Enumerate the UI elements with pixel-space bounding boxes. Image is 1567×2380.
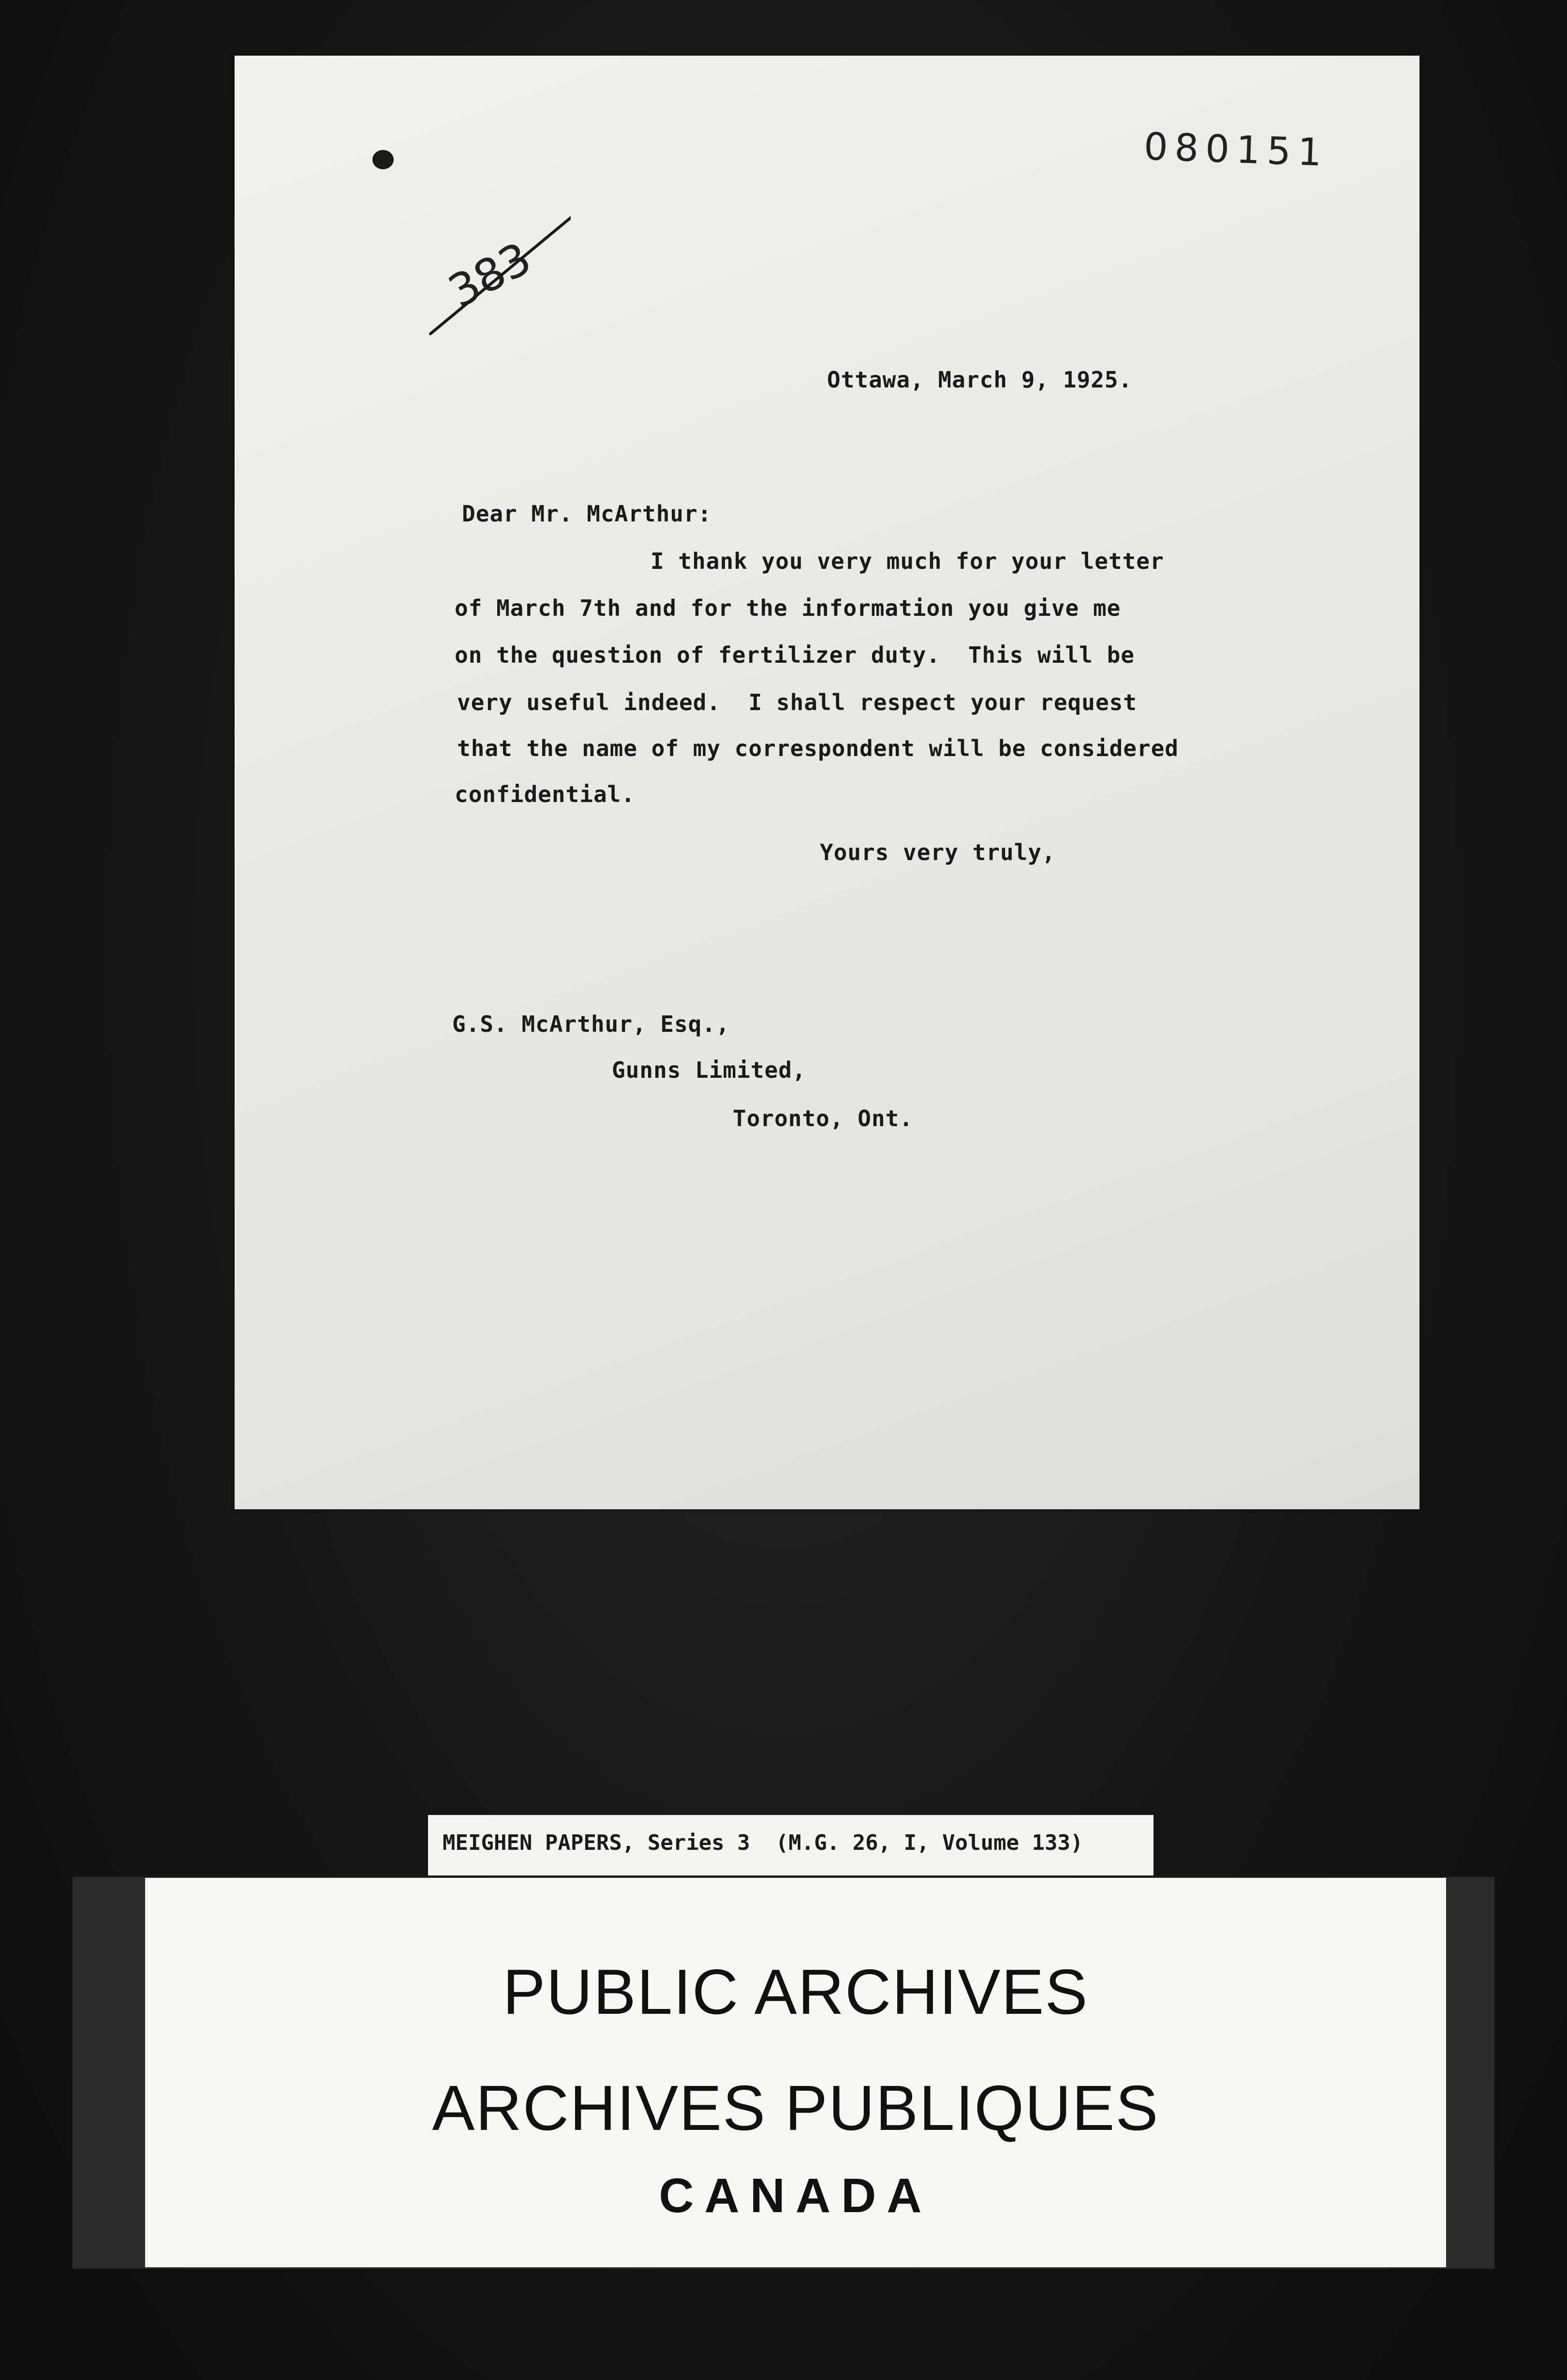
handwritten-file-number: 383 [440,232,540,318]
body-line: very useful indeed. I shall respect your request [457,689,1138,715]
body-line: of March 7th and for the information you give me [455,595,1121,621]
punch-hole [372,150,394,169]
body-line: that the name of my correspondent will be considered [457,735,1179,761]
closing: Yours very truly, [820,839,1056,865]
body-line: I thank you very much for your letter [650,548,1164,574]
addressee-name: G.S. McArthur, Esq., [452,1011,730,1037]
letter-page [235,56,1419,1509]
date-line: Ottawa, March 9, 1925. [827,367,1133,393]
card-country: CANADA [659,2169,932,2223]
accession-label [428,1815,1153,1875]
body-line: confidential. [455,781,636,807]
public-archives-card [145,1878,1446,2267]
handwritten-slash-mark [426,215,571,341]
addressee-city: Toronto, Ont. [733,1105,914,1131]
body-line: on the question of fertilizer duty. This will be [455,642,1135,668]
addressee-company: Gunns Limited, [612,1057,806,1083]
archive-stamp-number: 080151 [1143,125,1330,175]
card-title-english: PUBLIC ARCHIVES [503,1956,1089,2027]
accession-label-text: MEIGHEN PAPERS, Series 3 (M.G. 26, I, Volume 133) [443,1830,1083,1855]
card-title-french: ARCHIVES PUBLIQUES [432,2072,1159,2143]
salutation: Dear Mr. McArthur: [462,501,712,527]
